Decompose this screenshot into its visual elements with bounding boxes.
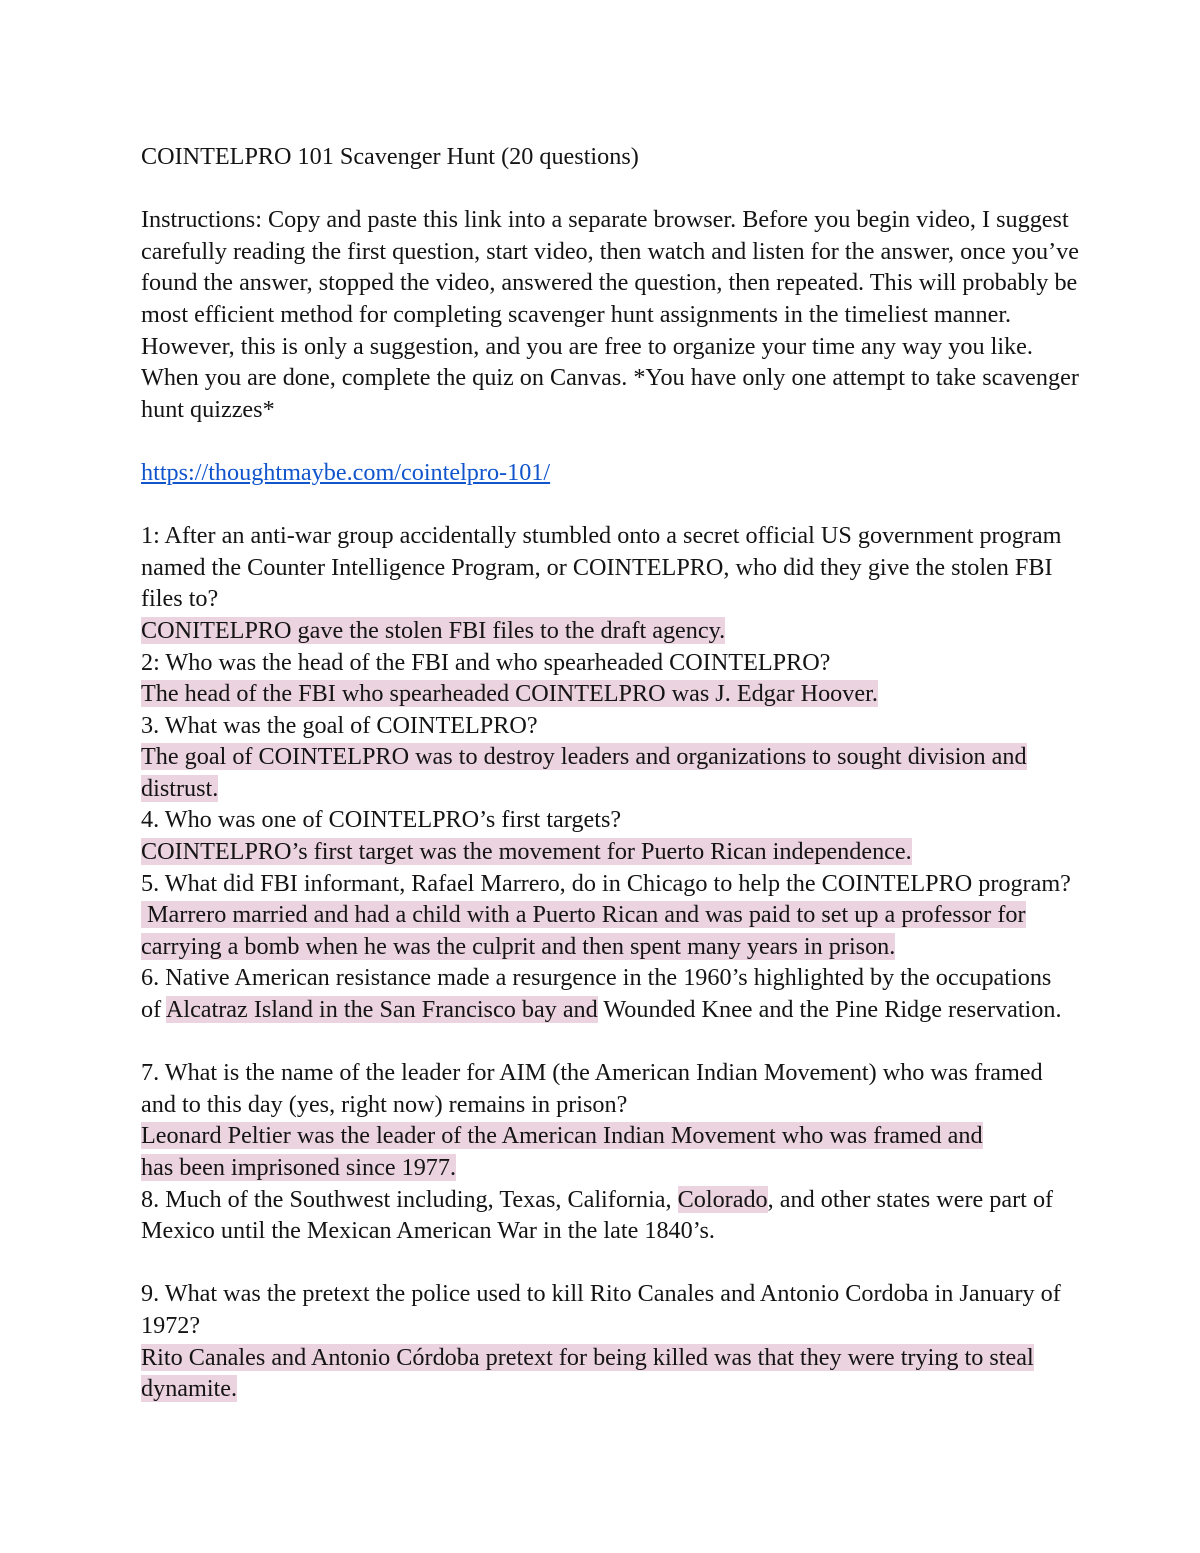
video-link-line [141, 457, 1200, 489]
answer-line [141, 678, 1200, 710]
question-2 [141, 647, 1200, 710]
question-text: 1: After an anti-war group accidentally stumbled onto a secret official US government program [141, 522, 1062, 550]
answer-text: Leonard Peltier was the leader of the American Indian Movement who was framed and [141, 1122, 983, 1150]
instructions-line: carefully reading the first question, start video, then watch and listen for the answer, once you’ve [141, 237, 1079, 265]
spacer [141, 1247, 1200, 1279]
question-text: 6. Native American resistance made a resurgence in the 1960’s highlighted by the occupations [141, 964, 1052, 992]
answer-line [141, 773, 1200, 805]
text-segment: Wounded Knee and the Pine Ridge reservation. [597, 996, 1062, 1024]
question-text: Mexico until the Mexican American War in the late 1840’s. [141, 1217, 715, 1245]
answer-text: Rito Canales and Antonio Córdoba pretext for being killed was that they were trying to steal [141, 1343, 1034, 1371]
question-text: 3. What was the goal of COINTELPRO? [141, 711, 538, 739]
question-text: 2: Who was the head of the FBI and who spearheaded COINTELPRO? [141, 648, 831, 676]
question-text: 1972? [141, 1311, 201, 1339]
answer-text: dynamite. [141, 1375, 238, 1403]
instructions-line: However, this is only a suggestion, and you are free to organize your time any way you like. [141, 332, 1033, 360]
question-9 [141, 1278, 1200, 1404]
answer-line [141, 899, 1200, 931]
instructions-line: Instructions: Copy and paste this link into a separate browser. Before you begin video, I suggest [141, 206, 1069, 234]
answer-line [141, 1152, 1200, 1184]
answer-line [141, 1120, 1200, 1152]
answer-text: has been imprisoned since 1977. [141, 1154, 457, 1181]
spacer [141, 489, 1200, 521]
spacer [141, 173, 1200, 205]
instructions-line: found the answer, stopped the video, answered the question, then repeated. This will probably be [141, 269, 1078, 297]
answer-text: CONITELPRO gave the stolen FBI files to the draft agency. [141, 616, 726, 644]
text-segment: , and other states were part of [767, 1185, 1054, 1213]
question-text: 4. Who was one of COINTELPRO’s first targets? [141, 806, 622, 834]
instructions-line: hunt quizzes* [141, 395, 275, 423]
answer-line [141, 836, 1200, 868]
answer-text: carrying a bomb when he was the culprit and then spent many years in prison. [141, 932, 896, 960]
question-7 [141, 1057, 1200, 1183]
question-text: named the Counter Intelligence Program, or COINTELPRO, who did they give the stolen FBI [141, 553, 1053, 581]
video-link[interactable]: https://thoughtmaybe.com/cointelpro-101/ [141, 458, 551, 486]
spacer [141, 1026, 1200, 1058]
answer-text: distrust. [141, 774, 219, 802]
answer-line [141, 1342, 1200, 1374]
question-text [141, 994, 1200, 1026]
text-segment: of [141, 996, 166, 1024]
question-4 [141, 804, 1200, 867]
answer-line [141, 931, 1200, 963]
answer-text: The head of the FBI who spearheaded COINTELPRO was J. Edgar Hoover. [141, 680, 878, 708]
answer-line [141, 1373, 1200, 1405]
answer-text: Colorado [677, 1185, 768, 1213]
question-text: files to? [141, 585, 219, 613]
instructions-paragraph [141, 204, 1200, 425]
page-title: COINTELPRO 101 Scavenger Hunt (20 questions) [141, 143, 639, 170]
answer-text: The goal of COINTELPRO was to destroy leaders and organizations to sought division and [141, 743, 1027, 771]
question-text [141, 1184, 1200, 1216]
question-text: and to this day (yes, right now) remains in prison? [141, 1090, 628, 1118]
question-3 [141, 710, 1200, 805]
question-8 [141, 1184, 1200, 1247]
question-text: 5. What did FBI informant, Rafael Marrero, do in Chicago to help the COINTELPRO program? [141, 869, 1071, 897]
instructions-line: When you are done, complete the quiz on Canvas. *You have only one attempt to take scavenger [141, 364, 1079, 392]
answer-line [141, 741, 1200, 773]
document-page [141, 141, 1200, 1405]
answer-text: Marrero married and had a child with a Puerto Rican and was paid to set up a professor for [141, 901, 1026, 929]
question-text: 7. What is the name of the leader for AIM (the American Indian Movement) who was framed [141, 1059, 1043, 1087]
instructions-line: most efficient method for completing scavenger hunt assignments in the timeliest manner. [141, 300, 1012, 328]
answer-text: Alcatraz Island in the San Francisco bay and [165, 996, 598, 1024]
question-5 [141, 868, 1200, 963]
spacer [141, 425, 1200, 457]
answer-line [141, 615, 1200, 647]
question-text: 9. What was the pretext the police used to kill Rito Canales and Antonio Cordoba in January of [141, 1280, 1061, 1308]
question-1 [141, 520, 1200, 646]
answer-text: COINTELPRO’s first target was the movement for Puerto Rican independence. [141, 838, 912, 866]
text-segment: 8. Much of the Southwest including, Texas, California, [141, 1185, 678, 1213]
question-6 [141, 962, 1200, 1025]
